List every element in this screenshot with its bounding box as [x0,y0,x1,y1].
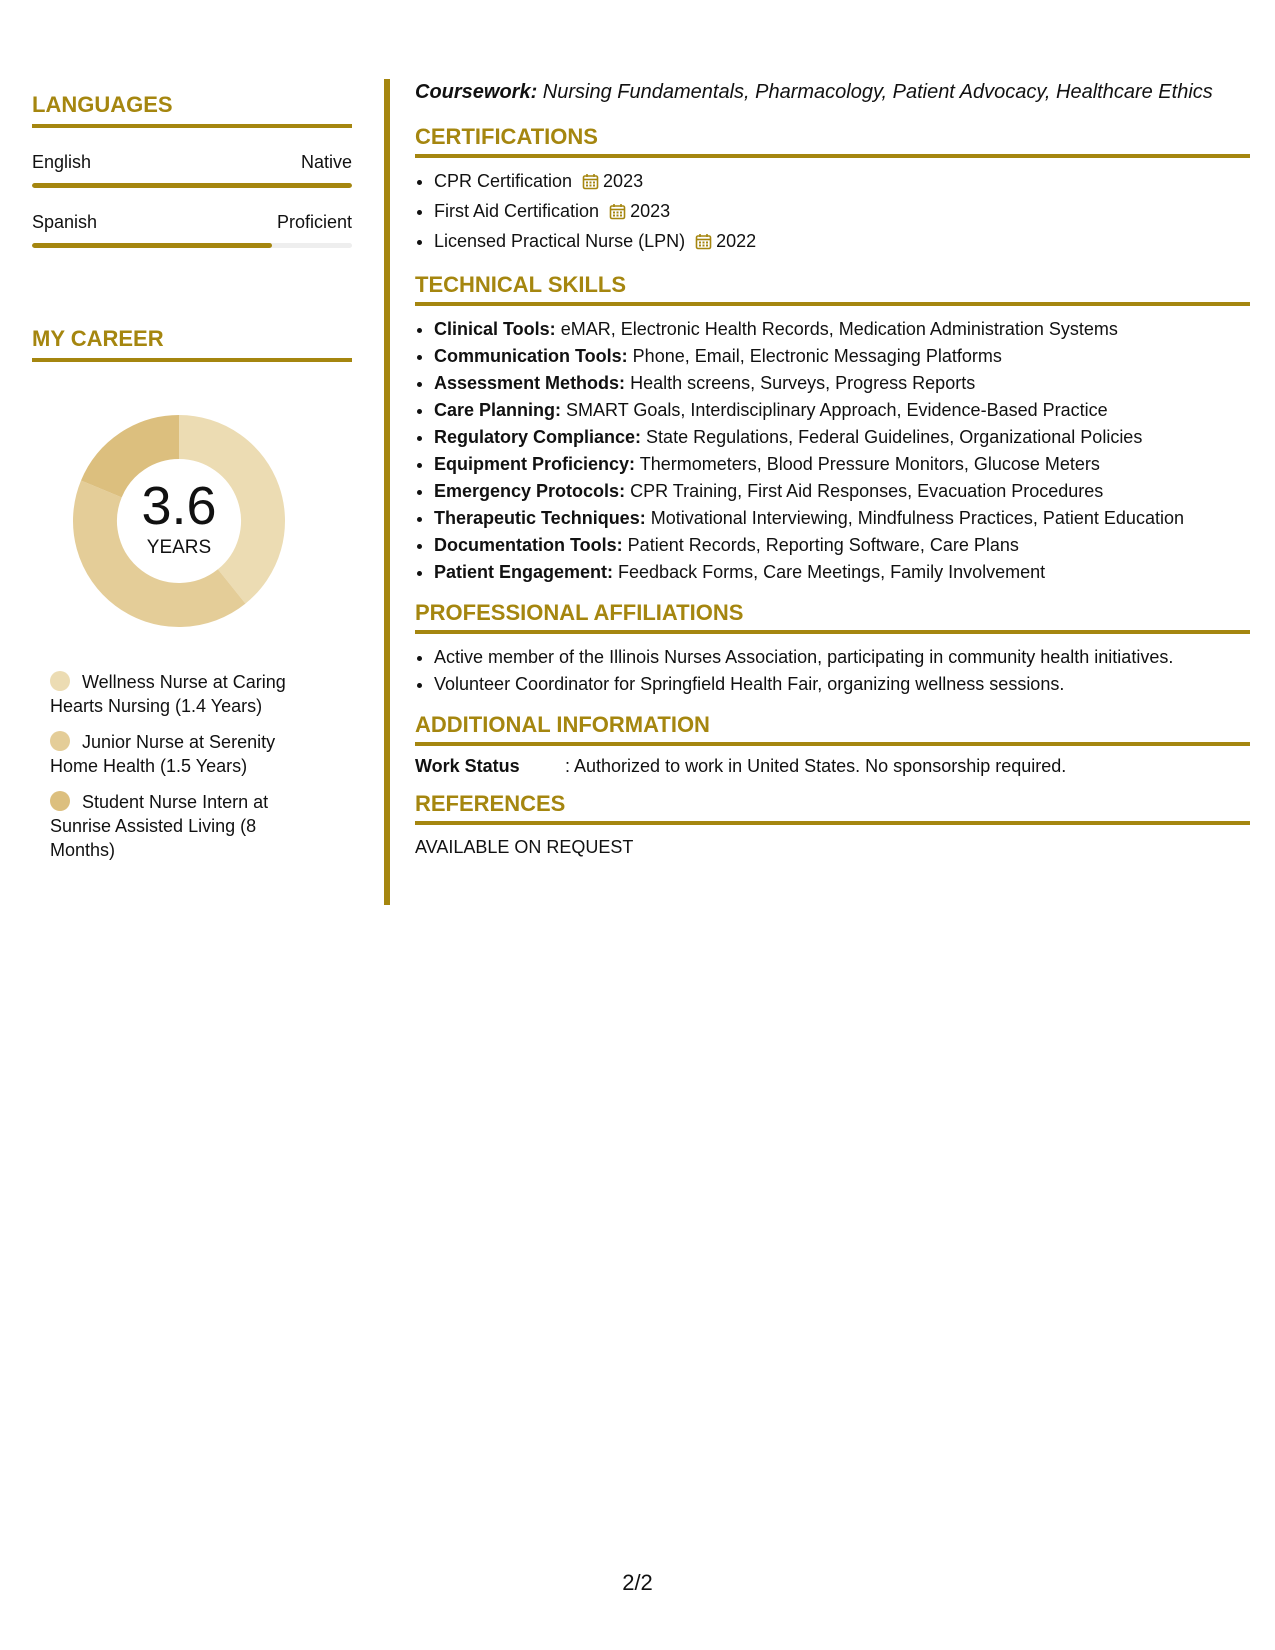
skill-label: Regulatory Compliance: [434,427,642,447]
technical-skills-section [415,272,1250,586]
certification-item [434,168,1250,198]
skill-text: eMAR, Electronic Health Records, Medication Administration Systems [555,319,1118,339]
certification-year: 2023 [603,171,644,191]
certifications-list [415,168,1250,258]
language-proficiency-bar [32,243,352,248]
legend-label: Student Nurse Intern at Sunrise Assisted Living (8 Months) [50,792,269,860]
skill-text: State Regulations, Federal Guidelines, Organizational Policies [641,427,1143,447]
skill-text: SMART Goals, Interdisciplinary Approach, Evidence-Based Practice [561,400,1108,420]
certification-name: CPR Certification [434,171,573,191]
skill-item [434,424,1250,451]
language-level: Native [300,152,352,172]
certifications-heading: CERTIFICATIONS [415,124,1250,158]
references-section [415,791,1250,858]
skill-text: CPR Training, First Aid Responses, Evacuation Procedures [625,481,1104,501]
legend-item [50,730,310,778]
skill-text: Health screens, Surveys, Progress Reports [625,373,976,393]
affiliations-section [415,600,1250,698]
skill-label: Clinical Tools: [434,319,556,339]
career-legend [50,670,310,862]
page-number: 2/2 [622,1570,653,1595]
legend-label: Junior Nurse at Serenity Home Health (1.5 Years) [50,732,276,776]
career-total-unit: YEARS [146,537,212,558]
work-status-row [415,756,1250,777]
skill-text: Thermometers, Blood Pressure Monitors, Glucose Meters [635,454,1100,474]
technical-skills-heading: TECHNICAL SKILLS [415,272,1250,306]
skill-item [434,343,1250,370]
certifications-section [415,124,1250,258]
legend-item [50,790,310,862]
coursework-text: Nursing Fundamentals, Pharmacology, Patient Advocacy, Healthcare Ethics [537,81,1213,103]
language-level: Proficient [276,212,352,232]
main-content [415,78,1250,872]
legend-item [50,670,310,718]
certification-item [434,228,1250,258]
language-item [32,212,352,248]
career-section [32,326,352,862]
skill-label: Documentation Tools: [434,535,623,555]
skill-item [434,478,1250,505]
certification-year: 2023 [630,201,671,221]
certification-name: Licensed Practical Nurse (LPN) [434,231,686,251]
additional-info-section [415,712,1250,777]
certification-item [434,198,1250,228]
language-proficiency-bar [32,183,352,188]
skill-item [434,451,1250,478]
calendar-icon [582,171,599,198]
skill-label: Therapeutic Techniques: [434,508,646,528]
affiliations-heading: PROFESSIONAL AFFILIATIONS [415,600,1250,634]
skill-text: Phone, Email, Electronic Messaging Platforms [627,346,1002,366]
skill-label: Patient Engagement: [434,562,614,582]
skill-item [434,397,1250,424]
calendar-icon [609,201,626,228]
skill-item [434,316,1250,343]
skill-item [434,370,1250,397]
language-name: English [32,152,92,172]
references-text: AVAILABLE ON REQUEST [415,837,634,857]
language-proficiency-fill [32,183,352,188]
legend-dot [50,731,70,751]
language-item [32,152,352,188]
skill-label: Emergency Protocols: [434,481,626,501]
skill-label: Communication Tools: [434,346,628,366]
language-proficiency-fill [32,243,272,248]
additional-info-heading: ADDITIONAL INFORMATION [415,712,1250,746]
technical-skills-list [415,316,1250,586]
career-heading: MY CAREER [32,326,352,362]
skill-text: Feedback Forms, Care Meetings, Family Involvement [613,562,1046,582]
skill-label: Assessment Methods: [434,373,626,393]
calendar-icon [695,231,712,258]
work-status-value: : Authorized to work in United States. No sponsorship required. [565,756,1067,776]
coursework [415,78,1250,106]
list-item: • Active member of the Illinois Nurses Association, participating in community health initiatives. [434,644,1250,671]
skill-item [434,532,1250,559]
legend-label: Wellness Nurse at Caring Hearts Nursing (1.4 Years) [50,672,286,716]
sidebar [32,92,352,874]
skill-text: Motivational Interviewing, Mindfulness Practices, Patient Education [645,508,1184,528]
list-item: • Volunteer Coordinator for Springfield Health Fair, organizing wellness sessions. [434,671,1250,698]
skill-text: Patient Records, Reporting Software, Care Plans [622,535,1019,555]
career-donut-chart [66,408,292,634]
certification-name: First Aid Certification [434,201,600,221]
legend-dot [50,791,70,811]
work-status-label: Work Status [415,756,520,776]
skill-label: Equipment Proficiency: [434,454,636,474]
skill-item [434,505,1250,532]
references-heading: REFERENCES [415,791,1250,825]
column-divider [384,79,390,905]
certification-year: 2022 [716,231,757,251]
coursework-label: Coursework: [415,81,538,103]
skill-item [434,559,1250,586]
languages-heading: LANGUAGES [32,92,352,128]
legend-dot [50,671,70,691]
skill-label: Care Planning: [434,400,562,420]
affiliations-list [415,644,1250,698]
language-name: Spanish [32,212,98,232]
career-total-years: 3.6 [141,476,217,536]
